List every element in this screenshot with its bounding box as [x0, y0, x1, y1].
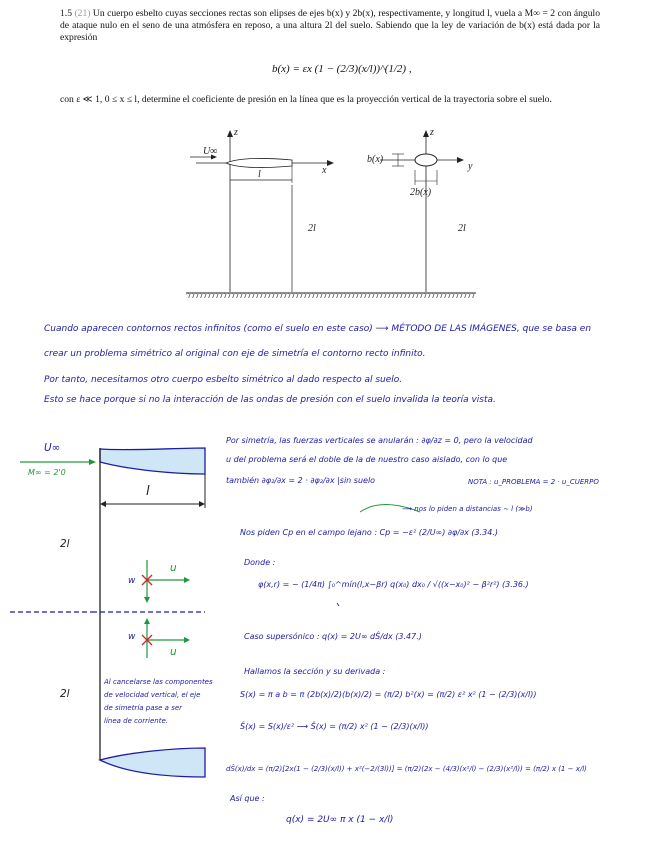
problem-number: 1.5	[60, 8, 72, 19]
b-formula: b(x) = εx (1 − (2/3)(x/l))^(1/2) ,	[272, 63, 412, 75]
deriv-q-equation: q(x) = 2U∞ π x (1 − x/l)	[286, 815, 394, 825]
note-line-1: Cuando aparecen contornos rectos infinitos (como el suelo en este caso) ⟶ MÉTODO DE LAS IMÁGENES, que se basa en	[44, 324, 592, 334]
right-b-label: b(x)	[367, 154, 384, 165]
deriv-cp-equation: Nos piden Cp en el campo lejano : Cp = −ε² (2/U∞) ∂φ/∂x (3.34.)	[240, 528, 498, 537]
right-height-label: 2l	[458, 223, 466, 234]
sketch-u-inf: U∞	[44, 442, 61, 454]
deriv-phi-equation: φ(x,r) = − (1/4π) ∫₀^mín(l,x−βr) q(x₀) dx₀ / √((x−x₀)² − β²r²) (3.36.)	[258, 580, 529, 589]
deriv-asi: Así que :	[230, 794, 265, 803]
right-width-label: 2b(x)	[410, 187, 432, 198]
left-x-label: x	[322, 165, 327, 176]
left-height-label: 2l	[308, 223, 316, 234]
deriv-s-equation: S(x) = π a b = π (2b(x)/2)(b(x)/2) = (π/2) b²(x) = (π/2) ε² x² (1 − (2/3)(x/l))	[240, 690, 537, 699]
deriv-symmetry-3: también ∂φ₂/∂x = 2 · ∂φ₂/∂x |sin suelo	[226, 476, 376, 485]
sketch-u-bottom: u	[170, 646, 177, 658]
figure-right	[380, 130, 464, 292]
left-x-arrow	[327, 160, 334, 166]
note-line-3: Por tanto, necesitamos otro cuerpo esbelto simétrico al dado respecto al suelo.	[44, 375, 403, 385]
deriv-far-note: ⟶ nos lo piden a distancias ∼ l (≫b)	[402, 505, 533, 513]
note-line-4: Esto se hace porque si no la interacción de las ondas de presión con el suelo invalida la teoría vista.	[44, 395, 496, 405]
right-y-label: y	[468, 161, 473, 172]
sketch-2l-bottom: 2l	[60, 688, 70, 700]
problem-conditions: con ε ≪ 1, 0 ≤ x ≤ l, determine el coeficiente de presión en la línea que es la proyección vertical de la trayectoria sobre el suelo.	[60, 94, 552, 105]
deriv-supersonic: Caso supersónico : q(x) = 2U∞ dŜ/dx (3.47.)	[244, 632, 422, 641]
deriv-nota: NOTA : u_PROBLEMA = 2 · u_CUERPO	[468, 478, 599, 486]
left-u-label: U∞	[203, 146, 218, 157]
deriv-symmetry-2: u del problema será el doble de la de nuestro caso aislado, con lo que	[226, 455, 508, 464]
right-z-label: z	[430, 127, 434, 138]
side-note-line: de simetría pase a ser	[104, 704, 183, 712]
right-ellipse	[415, 154, 437, 166]
sketch-mach: M∞ = 2'0	[28, 468, 66, 477]
side-note-line: línea de corriente.	[104, 717, 168, 725]
deriv-hallamos: Hallamos la sección y su derivada :	[244, 667, 386, 676]
left-l-label: l	[258, 169, 261, 180]
side-note-line: de velocidad vertical, el eje	[104, 691, 201, 699]
deriv-symmetry-1: Por simetría, las fuerzas verticales se anularán : ∂φ/∂z = 0, pero la velocidad	[226, 436, 533, 445]
sketch-top-body	[100, 448, 205, 474]
sketch-w-top: w	[128, 576, 136, 586]
note-line-2: crear un problema simétrico al original con eje de simetría el contorno recto infinito.	[44, 349, 426, 359]
problem-text: Un cuerpo esbelto cuyas secciones rectas son elipses de ejes b(x) y 2b(x), respectivamente, y longitud l, vuela a M∞ = 2 con ángulo de ataque nulo en el seno de una atmósfera en reposo, a una altura 2l del suelo. Sabiendo que la ley de variación de b(x) está dada por la expresión	[60, 8, 600, 43]
deriv-dshat-equation: dŜ(x)/dx = (π/2)[2x(1 − (2/3)(x/l)) + x²(−2/(3l))] = (π/2)(2x − (4/3)(x²/l) − (2/3)(x²/l)) = (π/2) x (1 − x/l)	[226, 765, 587, 773]
left-z-arrow	[227, 130, 233, 137]
deriv-shat-equation: Ŝ(x) = S(x)/ε² ⟶ Ŝ(x) = (π/2) x² (1 − (2/3)(x/l))	[240, 722, 429, 731]
sketch-bottom-body	[100, 748, 205, 777]
sketch-side-note	[104, 676, 213, 728]
side-note-line: Al cancelarse las componentes	[104, 678, 213, 686]
sketch-l: l	[146, 484, 150, 499]
deriv-donde: Donde :	[244, 558, 276, 567]
ground-hatch	[186, 293, 476, 298]
problem-reference: (21)	[74, 8, 91, 19]
left-slender-body	[226, 158, 292, 167]
sketch-u-top: u	[170, 562, 177, 574]
sketch-w-bottom: w	[128, 632, 136, 642]
sketch-2l-top: 2l	[60, 538, 70, 550]
left-z-label: z	[234, 127, 238, 138]
